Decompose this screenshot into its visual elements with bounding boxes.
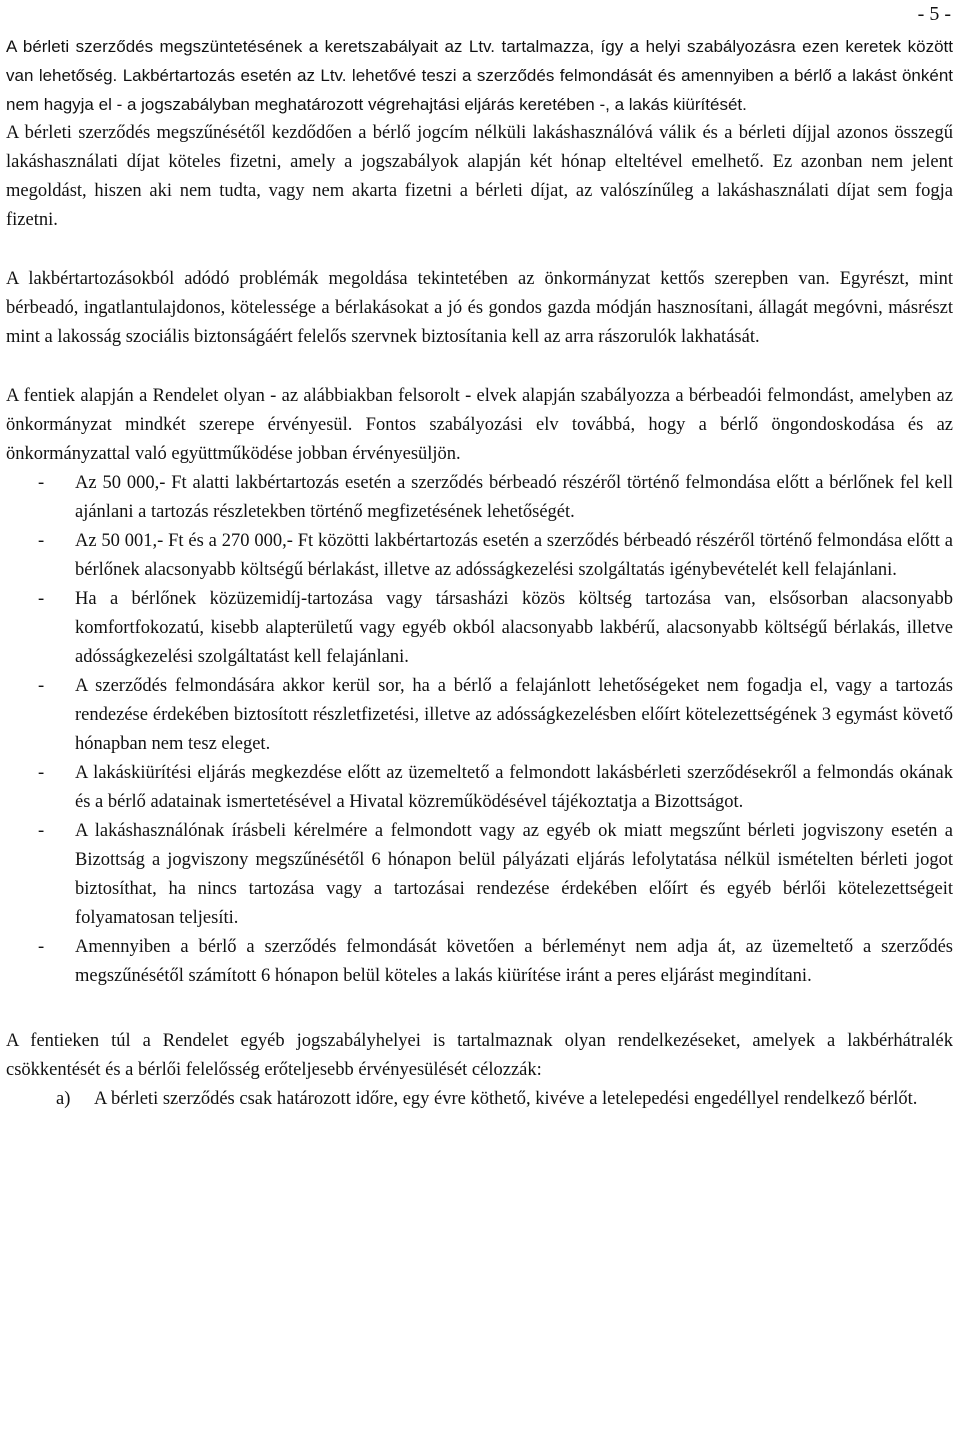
list-item: - Ha a bérlőnek közüzemidíj-tartozása vagy társasházi közös költség tartozása van, elsősorban alacsonyabb komfortfokozatú, kisebb alapterületű vagy egyéb okból alacsonyabb lakbérű, alacsonyabb költségű bérlakás, illetve adósságkezelési szolgáltatást kell felajánlani. bbox=[6, 585, 953, 672]
principles-list bbox=[6, 469, 953, 991]
list-item-text: A bérleti szerződés csak határozott időre, egy évre köthető, kivéve a letelepedési engedéllyel rendelkező bérlőt. bbox=[94, 1089, 918, 1109]
spacer bbox=[6, 352, 953, 382]
list-item: - A lakáskiürítési eljárás megkezdése előtt az üzemeltető a felmondott lakásbérleti szerződésekről a felmondás okának és a bérlő adatainak ismertetésével a Hivatal közreműködésével tájékoztatja a Bizottságot. bbox=[6, 759, 953, 817]
provisions-list bbox=[6, 1085, 953, 1114]
list-item: - Az 50 001,- Ft és a 270 000,- Ft közötti lakbértartozás esetén a szerződés bérbeadó részéről történő felmondása előtt a bérlőnek alacsonyabb költségű bérlakást, illetve az adósságkezelési szolgáltatás igénybevételét kell felajánlani. bbox=[6, 527, 953, 585]
paragraph-other-provisions: A fentieken túl a Rendelet egyéb jogszabályhelyei is tartalmaznak olyan rendelkezéseket, amelyek a lakbérhátralék csökkentését és a bérlői felelősség erőteljesebb érvényesülését célozzák: bbox=[6, 1031, 953, 1080]
list-item-marker: a) bbox=[56, 1089, 71, 1109]
list-item: - A szerződés felmondására akkor kerül sor, ha a bérlő a felajánlott lehetőségeket nem fogadja el, vagy a tartozás rendezése érdekében biztosított részletfizetési, illetve az adósságkezelésben előírt kötelezettségének 3 egymást követő hónapban nem tesz eleget. bbox=[6, 672, 953, 759]
spacer bbox=[6, 235, 953, 265]
spacer bbox=[6, 991, 953, 1027]
paragraph-dual-role: A lakbértartozásokból adódó problémák megoldása tekintetében az önkormányzat kettős szerepben van. Egyrészt, mint bérbeadó, ingatlantulajdonos, kötelessége a bérlakásokat a jó és gondos gazda módján hasznosítani, állagát megóvni, másrészt mint a lakosság szociális biztonságáért felelős szervnek biztosítania kell az arra rászorulók lakhatását. bbox=[6, 269, 953, 347]
list-item bbox=[6, 1085, 953, 1114]
paragraph-termination-framework: A bérleti szerződés megszüntetésének a keretszabályait az Ltv. tartalmazza, így a helyi szabályozásra ezen keretek között van lehetőség. Lakbértartozás esetén az Ltv. lehetővé teszi a szerződés felmondását és amennyiben a bérlő a lakást önként nem hagyja el - a jogszabályban meghatározott végrehajtási eljárás keretében -, a lakás kiürítését. bbox=[6, 37, 953, 114]
paragraph-principles: A fentiek alapján a Rendelet olyan - az alábbiakban felsorolt - elvek alapján szabályozza a bérbeadói felmondást, amelyben az önkormányzat mindkét szerepe érvényesül. Fontos szabályozási elv továbbá, hogy a bérlő öngondoskodása és az önkormányzattal való együttműködése jobban érvényesüljön. bbox=[6, 386, 953, 464]
paragraph-usage-fee: A bérleti szerződés megszűnésétől kezdődően a bérlő jogcím nélküli lakáshasználóvá válik és a bérleti díjjal azonos összegű lakáshasználati díjat köteles fizetni, amely a jogszabályok alapján két hónap elteltével emelhető. Ez azonban nem jelent megoldást, hiszen aki nem tudta, vagy nem akarta fizetni a bérleti díjat, az valószínűleg a lakáshasználati díjat sem fogja fizetni. bbox=[6, 123, 953, 230]
list-item: - A lakáshasználónak írásbeli kérelmére a felmondott vagy az egyéb ok miatt megszűnt bérleti jogviszony esetén a Bizottság a jogviszony megszűnésétől 6 hónapon belül pályázati eljárás lefolytatása nélkül ismételten bérleti jogot biztosíthat, ha nincs tartozása vagy a tartozásai rendezése érdekében előírt és egyéb bérlői kötelezettségeit folyamatosan teljesíti. bbox=[6, 817, 953, 933]
page-number: - 5 - bbox=[917, 3, 951, 25]
list-item: - Amennyiben a bérlő a szerződés felmondását követően a bérleményt nem adja át, az üzemeltető a szerződés megszűnésétől számított 6 hónapon belül köteles a lakás kiürítése iránt a peres eljárást megindítani. bbox=[6, 933, 953, 991]
list-item: - Az 50 000,- Ft alatti lakbértartozás esetén a szerződés bérbeadó részéről történő felmondása előtt a bérlőnek fel kell ajánlani a tartozás részletekben történő megfizetésének lehetőségét. bbox=[6, 469, 953, 527]
